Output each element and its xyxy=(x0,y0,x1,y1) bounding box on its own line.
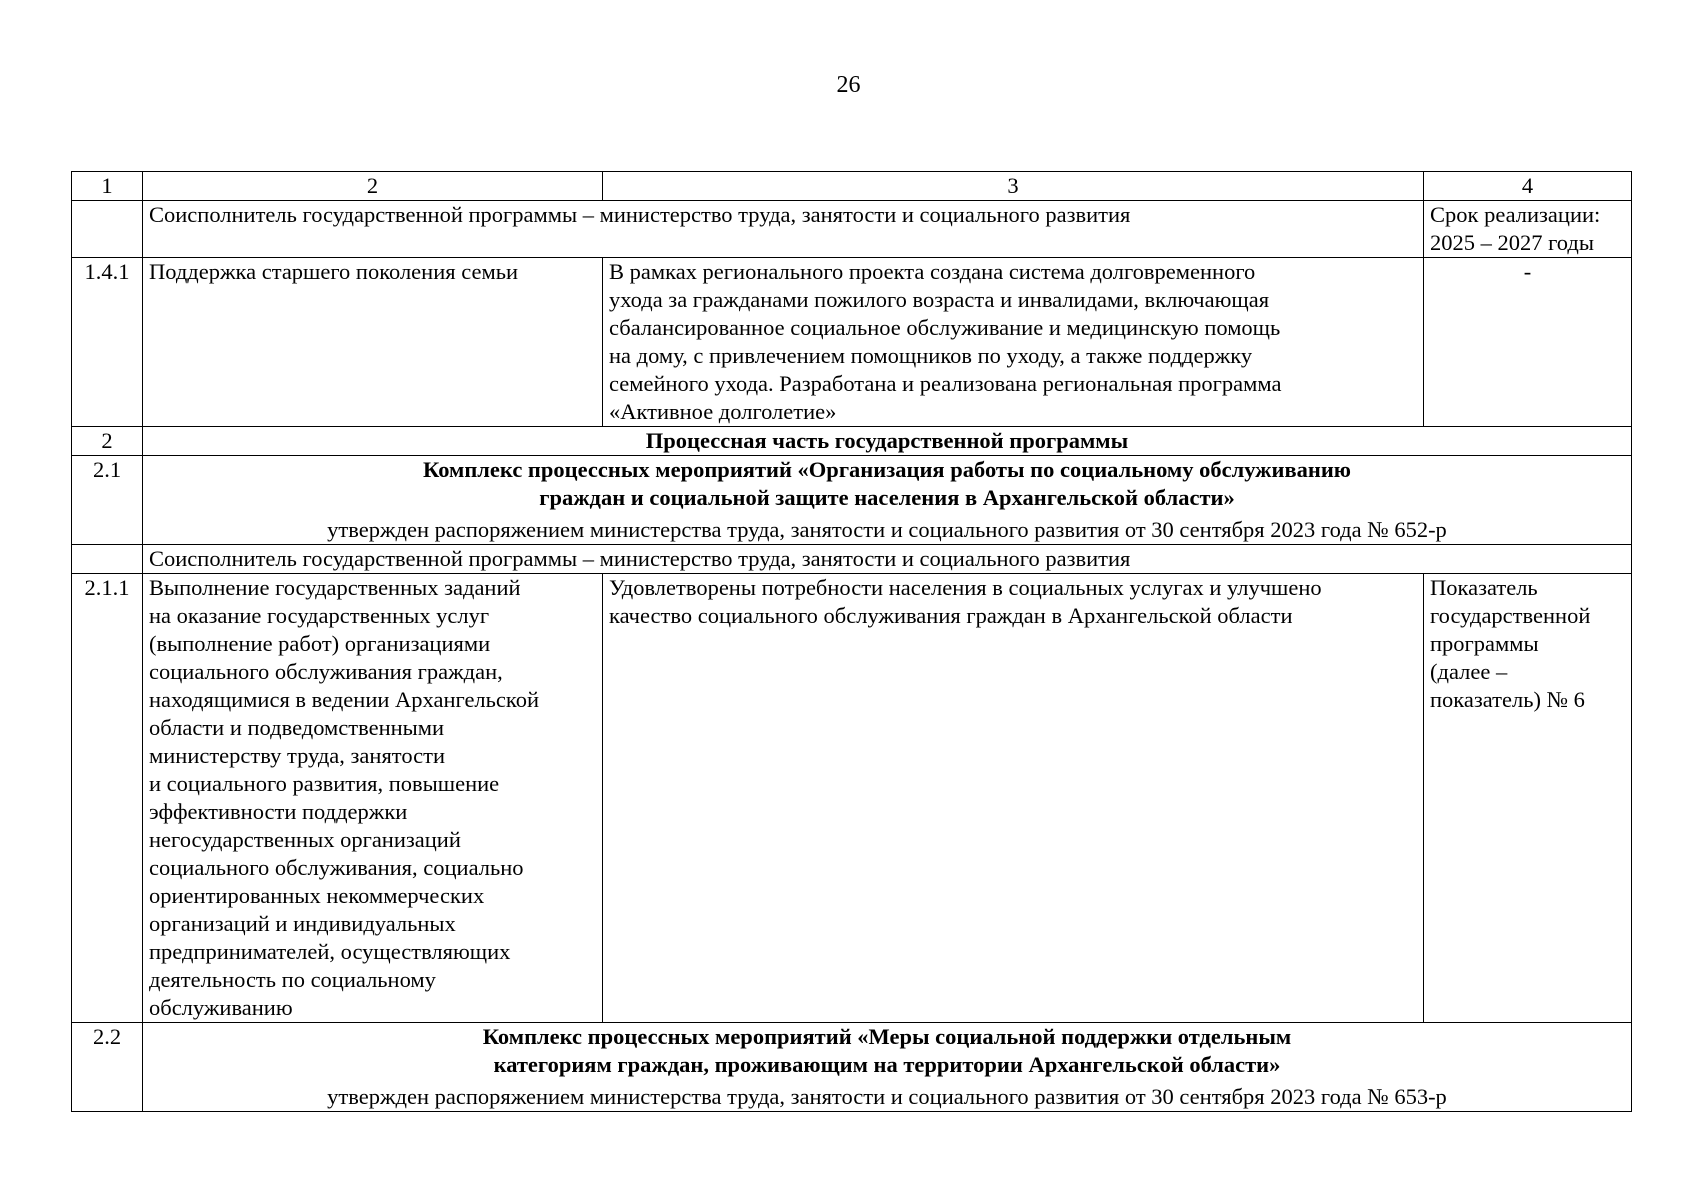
header-col-2: 2 xyxy=(143,172,603,201)
indicator-link xyxy=(1424,574,1632,1023)
indicator-line: показатель) № 6 xyxy=(1430,687,1585,712)
name-line: области и подведомственными xyxy=(149,715,445,740)
name-line: ориентированных некоммерческих xyxy=(149,883,485,908)
table-row-1-4-1 xyxy=(72,258,1632,427)
program-table xyxy=(71,171,1632,1112)
name-line: (выполнение работ) организациями xyxy=(149,631,491,656)
complex-block xyxy=(143,456,1632,545)
name-line: негосударственных организаций xyxy=(149,827,461,852)
task-name xyxy=(143,574,603,1023)
period-value: 2025 – 2027 годы xyxy=(1430,230,1594,255)
result-line: «Активное долголетие» xyxy=(609,399,837,424)
result-line: В рамках регионального проекта создана система долговременного xyxy=(609,259,1256,284)
table-row-2-1 xyxy=(72,456,1632,545)
name-line: на оказание государственных услуг xyxy=(149,603,490,628)
result-line: ухода за гражданами пожилого возраста и инвалидами, включающая xyxy=(609,287,1270,312)
name-line: социального обслуживания граждан, xyxy=(149,659,503,684)
name-line: Выполнение государственных заданий xyxy=(149,575,521,600)
indicator-line: государственной xyxy=(1430,603,1591,628)
table-row-2 xyxy=(72,427,1632,456)
result-line: качество социального обслуживания граждан в Архангельской области xyxy=(609,603,1293,628)
approval-text: утвержден распоряжением министерства труда, занятости и социального развития от 30 сентября 2023 года № 653-р xyxy=(327,1084,1447,1109)
indicator-line: (далее – xyxy=(1430,659,1508,684)
name-line: организаций и индивидуальных xyxy=(149,911,456,936)
row-number: 2 xyxy=(72,427,143,456)
table-header-row xyxy=(72,172,1632,201)
header-col-1: 1 xyxy=(72,172,143,201)
complex-title-line: категориям граждан, проживающим на территории Архангельской области» xyxy=(493,1052,1281,1077)
name-line: министерству труда, занятости xyxy=(149,743,446,768)
complex-title-line: граждан и социальной защите населения в Архангельской области» xyxy=(539,485,1235,510)
row-number: 2.1.1 xyxy=(72,574,143,1023)
table-row-coexecutor-1 xyxy=(72,201,1632,258)
table-row-2-2 xyxy=(72,1023,1632,1112)
page-number: 26 xyxy=(836,72,861,98)
task-result xyxy=(603,574,1424,1023)
period-label: Срок реализации: xyxy=(1430,202,1601,227)
complex-block xyxy=(143,1023,1632,1112)
name-line: и социального развития, повышение xyxy=(149,771,500,796)
result-line: на дому, с привлечением помощников по уходу, а также поддержку xyxy=(609,343,1253,368)
coexecutor-text: Соисполнитель государственной программы – министерство труда, занятости и социального развития xyxy=(143,201,1424,258)
row-number-empty xyxy=(72,201,143,258)
row-number: 2.2 xyxy=(72,1023,143,1112)
approval-text: утвержден распоряжением министерства труда, занятости и социального развития от 30 сентября 2023 года № 652-р xyxy=(327,517,1447,542)
row-number-empty xyxy=(72,545,143,574)
task-name: Поддержка старшего поколения семьи xyxy=(143,258,603,427)
header-col-4: 4 xyxy=(1424,172,1632,201)
table-row-coexecutor-2 xyxy=(72,545,1632,574)
name-line: деятельность по социальному xyxy=(149,967,436,992)
name-line: предпринимателей, осуществляющих xyxy=(149,939,511,964)
name-line: социального обслуживания, социально xyxy=(149,855,524,880)
coexecutor-text: Соисполнитель государственной программы – министерство труда, занятости и социального развития xyxy=(143,545,1632,574)
name-line: обслуживанию xyxy=(149,995,293,1020)
complex-title-line: Комплекс процессных мероприятий «Организация работы по социальному обслуживанию xyxy=(423,457,1351,482)
section-title: Процессная часть государственной программы xyxy=(143,427,1632,456)
table-row-2-1-1 xyxy=(72,574,1632,1023)
name-line: находящимися в ведении Архангельской xyxy=(149,687,539,712)
complex-title-line: Комплекс процессных мероприятий «Меры социальной поддержки отдельным xyxy=(482,1024,1292,1049)
task-result xyxy=(603,258,1424,427)
name-line: эффективности поддержки xyxy=(149,799,408,824)
row-number: 2.1 xyxy=(72,456,143,545)
row-number: 1.4.1 xyxy=(72,258,143,427)
header-col-3: 3 xyxy=(603,172,1424,201)
result-line: Удовлетворены потребности населения в социальных услугах и улучшено xyxy=(609,575,1322,600)
indicator-line: программы xyxy=(1430,631,1539,656)
indicator-line: Показатель xyxy=(1430,575,1538,600)
indicator-link: - xyxy=(1424,258,1632,427)
result-line: семейного ухода. Разработана и реализована региональная программа xyxy=(609,371,1282,396)
result-line: сбалансированное социальное обслуживание и медицинскую помощь xyxy=(609,315,1281,340)
implementation-period xyxy=(1424,201,1632,258)
